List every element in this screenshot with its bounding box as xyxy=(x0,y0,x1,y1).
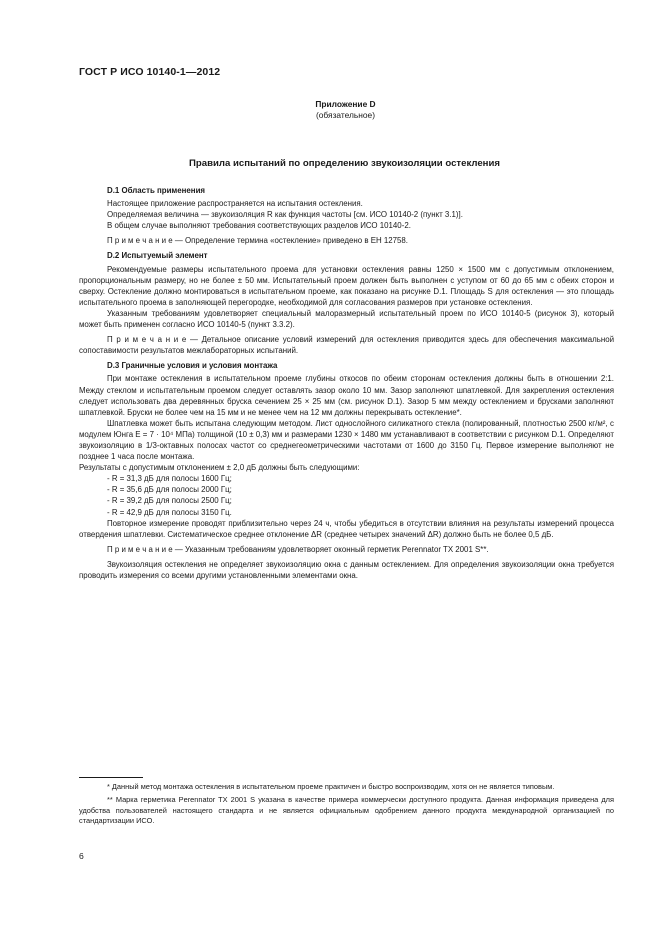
d3-paragraph-3: Результаты с допустимым отклонением ± 2,0 дБ должны быть следующими: xyxy=(79,463,360,473)
section-heading-d2: D.2 Испытуемый элемент xyxy=(107,251,208,261)
annex-title: Приложение D xyxy=(315,99,376,109)
annex-main-title: Правила испытаний по определению звукоизоляции остекления xyxy=(189,158,500,169)
section-heading-d1: D.1 Область применения xyxy=(107,186,206,195)
annex-status: (обязательное) xyxy=(315,109,375,120)
d1-line-2: Определяемая величина — звукоизоляция R как функция частоты [см. ИСО 10140-2 (пункт 3.1)]. xyxy=(107,210,463,220)
page-number: 6 xyxy=(79,851,84,861)
document-header: ГОСТ Р ИСО 10140-1—2012 xyxy=(79,66,221,78)
section-heading-d3: D.3 Граничные условия и условия монтажа xyxy=(107,361,278,371)
d2-paragraph-2: Указанным требованиям удовлетворяет специальный малоразмерный испытательный проем по ИСО 10140-5 (рисунок 3), который может быть применен согласно ИСО 10140-5 (пункт 3.3.2). xyxy=(79,308,614,330)
d3-paragraph-5: Звукоизоляция остекления не определяет звукоизоляцию окна с данным остеклением. Для определения звукоизоляции окна требуется проводить измерения со всеми другими установленными элементами окна. xyxy=(79,559,614,580)
annex-body xyxy=(79,185,614,581)
d2-note: П р и м е ч а н и е — Детальное описание условий измерений для остекления приводится здесь для обеспечения максимальной сопоставимости результатов межлабораторных испытаний. xyxy=(79,335,614,356)
d3-paragraph-2: Шпатлевка может быть испытана следующим методом. Лист однослойного силикатного стекла (полированный, плотностью 2500 кг/м², с модулем Юнга E = 7 · 10⁴ МПа) толщиной (10 ± 0,3) мм и размерами 1230 × 1480 мм устанавливают в соответствии с рисунком D.1. Определяют звукоизоляцию в 1/3-октавных полосах частот со среднегеометрическими частотами от 1600 до 3150 Гц. Первое измерение выполняют не позднее 1 часа после монтажа. xyxy=(79,418,614,462)
annex-heading xyxy=(0,99,661,120)
footnotes xyxy=(79,782,614,827)
d1-line-1: Настоящее приложение распространяется на испытания остекления. xyxy=(107,199,363,209)
d2-paragraph-1: Рекомендуемые размеры испытательного проема для установки остекления равны 1250 × 1500 мм с допустимым отклонением, пропорциональным размеру, но не более ± 50 мм. Испытательный проем должен быть выполнен с уступом от 60 до 65 мм с обеих сторон и сверху. Остекление должно монтироваться в испытательном проеме, как показано на рисунке D.1. Площадь S для остекления — это площадь испытательного проема в заполняющей перегородке, необходимой для согласования размеров при установке остекления. xyxy=(79,264,614,307)
result-list-item: - R = 42,9 дБ для полосы 3150 Гц. xyxy=(107,507,232,517)
d1-note: П р и м е ч а н и е — Определение термина «остекление» приведено в ЕН 12758. xyxy=(107,236,408,246)
d3-note: П р и м е ч а н и е — Указанным требованиям удовлетворяет оконный герметик Perennator TX 2001 S**. xyxy=(107,544,489,554)
result-list-item: - R = 35,6 дБ для полосы 2000 Гц; xyxy=(107,485,232,495)
result-list-item: - R = 39,2 дБ для полосы 2500 Гц; xyxy=(107,496,232,506)
d3-paragraph-1: При монтаже остекления в испытательном проеме глубины откосов по обеим сторонам остекления должны быть в отношении 2:1. Между стеклом и испытательным проемом следует оставлять зазор около 10 мм. Зазор заполняют шпатлевкой. Для закрепления остекления следует использовать два деревянных бруска сечением 25 × 25 мм (см. рисунок D.1). Зазор 5 мм между остеклением и брусками заполняют шпатлевкой. Бруски не более чем на 15 мм и не менее чем на 12 мм должны перекрывать остекление*. xyxy=(79,374,614,417)
footnote-divider xyxy=(79,777,143,778)
footnote-1: * Данный метод монтажа остекления в испытательном проеме практичен и быстро воспроизводим, хотя он не является типовым. xyxy=(107,782,555,791)
d1-line-3: В общем случае выполняют требования соответствующих разделов ИСО 10140-2. xyxy=(107,221,411,231)
footnote-2: ** Марка герметика Perennator TX 2001 S указана в качестве примера коммерчески доступного продукта. Данная информация приведена для удобства пользователей настоящего стандарта и не является официальным одобрением данного продукта международной организацией по стандартизации ИСО. xyxy=(79,795,614,826)
d3-paragraph-4: Повторное измерение проводят приблизительно через 24 ч, чтобы убедиться в отсутствии влияния на результаты измерений процесса отвердения шпатлевки. Систематическое среднее отклонение ΔR (среднее четырех значений ΔR) должно быть не более 0,5 дБ. xyxy=(79,518,614,539)
result-list-item: - R = 31,3 дБ для полосы 1600 Гц; xyxy=(107,474,232,484)
